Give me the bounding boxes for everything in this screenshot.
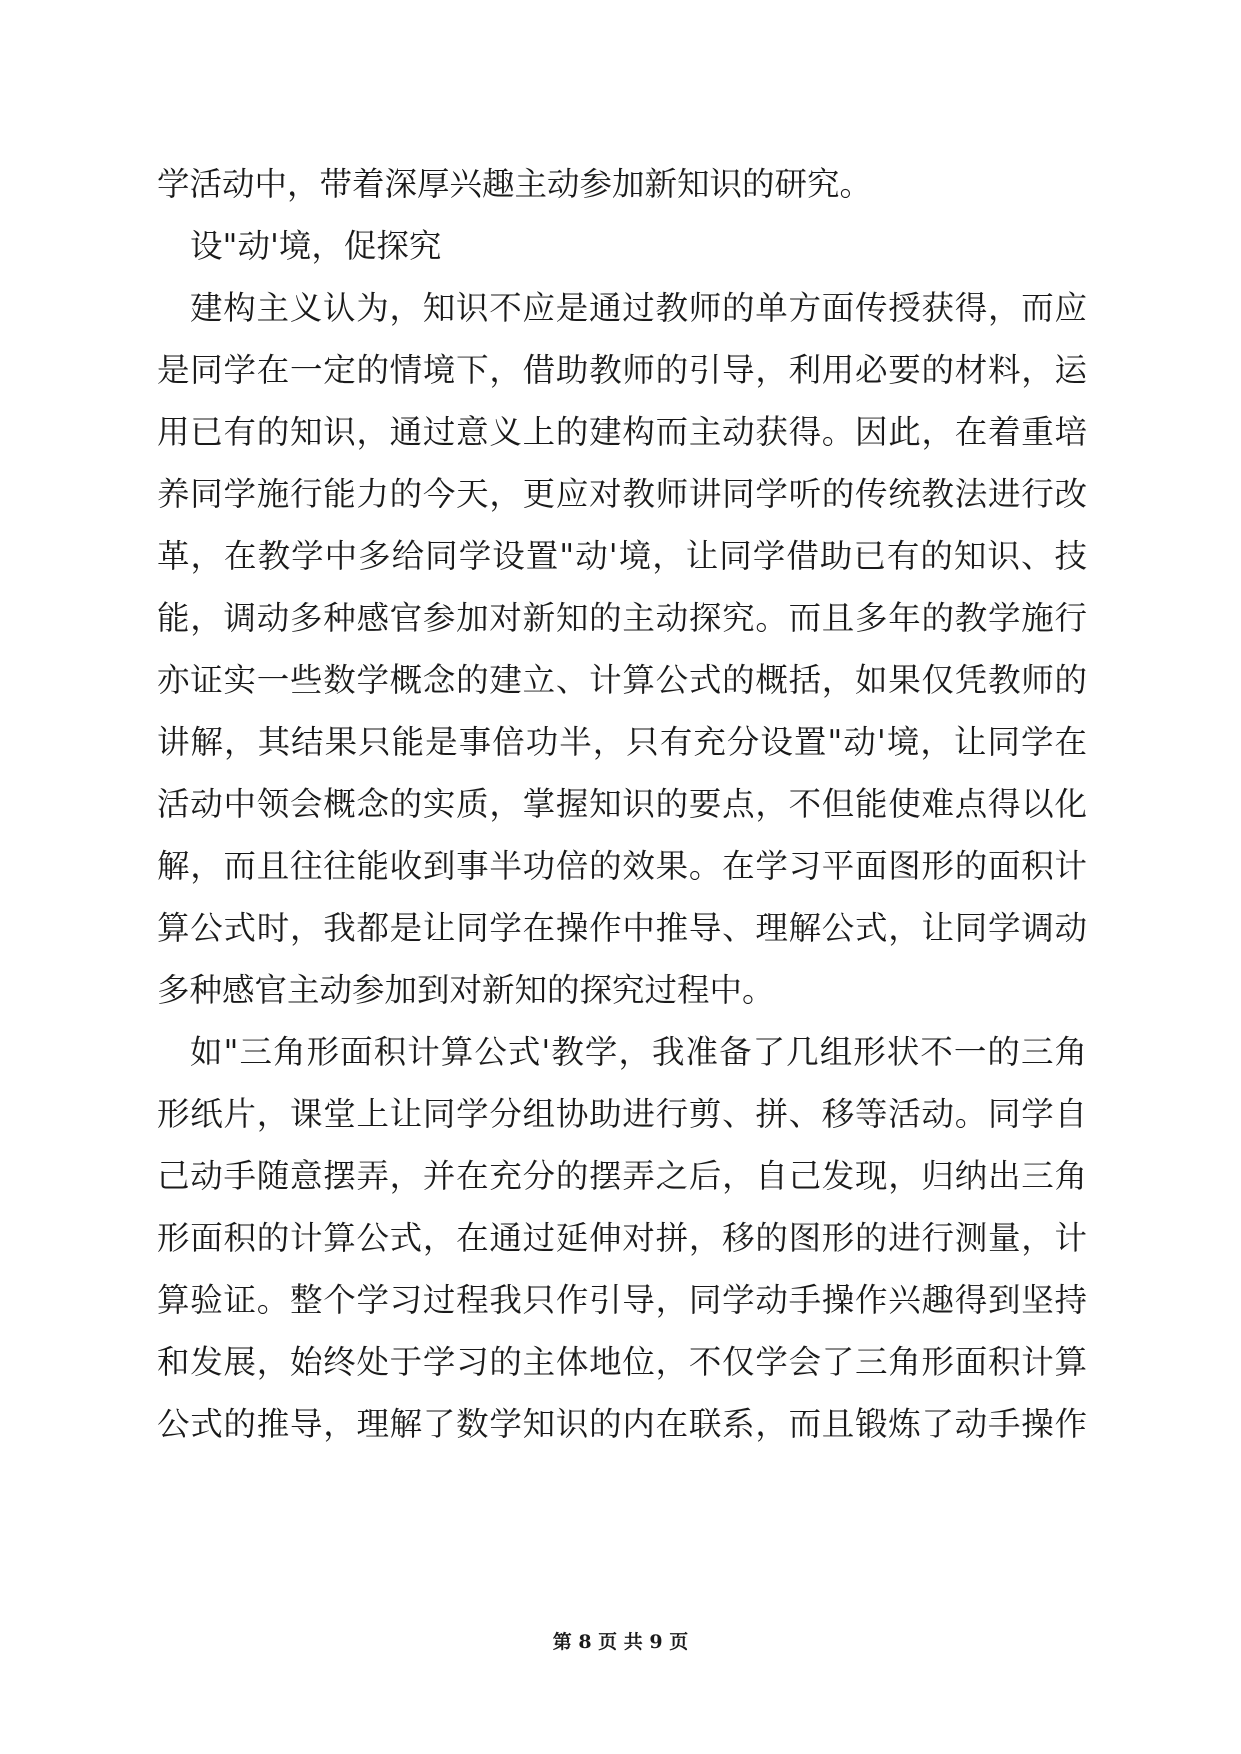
text-line: 形纸片，课堂上让同学分组协助进行剪、拼、移等活动。同学自 [157, 1095, 1087, 1133]
text-line: 形面积的计算公式，在通过延伸对拼，移的图形的进行测量，计 [157, 1219, 1087, 1257]
text-line: 用已有的知识，通过意义上的建构而主动获得。因此，在着重培 [157, 413, 1087, 451]
text-line: 养同学施行能力的今天，更应对教师讲同学听的传统教法进行改 [157, 475, 1087, 513]
text-line: 如"三角形面积计算公式'教学，我准备了几组形状不一的三角 [190, 1033, 1087, 1071]
text-line: 亦证实一些数学概念的建立、计算公式的概括，如果仅凭教师的 [157, 661, 1087, 699]
text-line: 学活动中，带着深厚兴趣主动参加新知识的研究。 [157, 165, 873, 203]
text-line: 和发展，始终处于学习的主体地位，不仅学会了三角形面积计算 [157, 1343, 1087, 1381]
text-line: 活动中领会概念的实质，掌握知识的要点，不但能使难点得以化 [157, 785, 1087, 823]
text-line: 建构主义认为，知识不应是通过教师的单方面传授获得，而应 [190, 289, 1087, 327]
text-line: 能，调动多种感官参加对新知的主动探究。而且多年的教学施行 [157, 599, 1087, 637]
text-line: 算公式时，我都是让同学在操作中推导、理解公式，让同学调动 [157, 909, 1087, 947]
text-line: 算验证。整个学习过程我只作引导，同学动手操作兴趣得到坚持 [157, 1281, 1087, 1319]
text-line: 公式的推导，理解了数学知识的内在联系，而且锻炼了动手操作 [157, 1405, 1087, 1443]
text-line: 多种感官主动参加到对新知的探究过程中。 [157, 971, 775, 1009]
text-line: 是同学在一定的情境下，借助教师的引导，利用必要的材料，运 [157, 351, 1087, 389]
text-line: 讲解，其结果只能是事倍功半，只有充分设置"动'境，让同学在 [157, 723, 1087, 761]
text-line: 革，在教学中多给同学设置"动'境，让同学借助已有的知识、技 [157, 537, 1087, 575]
text-line: 己动手随意摆弄，并在充分的摆弄之后，自己发现，归纳出三角 [157, 1157, 1087, 1195]
section-heading: 设"动'境，促探究 [190, 227, 442, 265]
text-line: 解，而且往往能收到事半功倍的效果。在学习平面图形的面积计 [157, 847, 1087, 885]
page-number-footer: 第 8 页 共 9 页 [552, 1631, 689, 1653]
